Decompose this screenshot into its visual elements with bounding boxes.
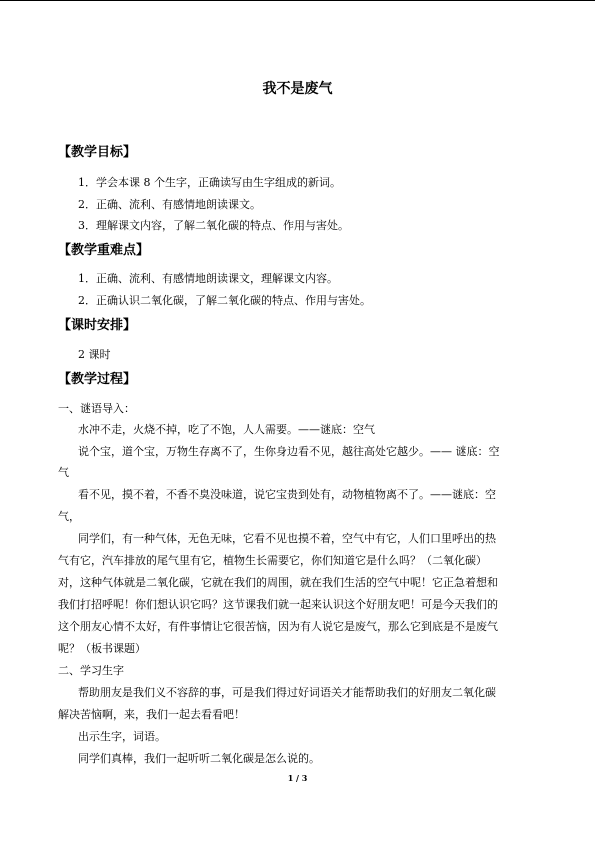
section-heading-goals: 【教学目标】	[58, 145, 137, 160]
page-number: 1 / 3	[287, 773, 308, 783]
section-heading-process: 【教学过程】	[58, 372, 137, 387]
goal-item-3: 3．理解课文内容，了解二氧化碳的特点、作用与害处。	[78, 219, 349, 232]
section-heading-key-points: 【教学重难点】	[58, 243, 150, 258]
header-rule	[0, 0, 595, 1]
riddle-3-line-1: 看不见，摸不着，不香不臭没味道，说它宝贵到处有，动物植物离不了。——谜底：空	[78, 488, 496, 501]
section-heading-schedule: 【课时安排】	[58, 318, 137, 333]
riddle-1: 水冲不走，火烧不掉，吃了不饱，人人需要。——谜底：空气	[78, 423, 375, 436]
intro-paragraph-line-5: 这个朋友心情不太好，有件事情让它很苦恼，因为有人说它是废气，那么它到底是不是废气	[58, 620, 498, 633]
key-point-item-1: 1．正确、流利、有感情地朗读课文，理解课文内容。	[78, 272, 338, 285]
intro-paragraph-line-2: 气有它，汽车排放的尾气里有它，植物生长需要它，你们知道它是什么吗？（二氧化碳）	[58, 554, 487, 567]
listen-line: 同学们真棒，我们一起听听二氧化碳是怎么说的。	[78, 752, 320, 765]
intro-paragraph-line-1: 同学们，有一种气体，无色无味，它看不见也摸不着，空气中有它，人们口里呼出的热	[78, 532, 496, 545]
show-characters-line: 出示生字，词语。	[78, 730, 166, 743]
page-title: 我不是废气	[262, 81, 333, 97]
goal-item-2: 2．正确、流利、有感情地朗读课文。	[78, 198, 261, 211]
riddle-2-line-1: 说个宝，道个宝，万物生存离不了，生你身边看不见，越往高处它越少。—— 谜底：空	[78, 445, 500, 458]
intro-paragraph-line-3: 对，这种气体就是二氧化碳，它就在我们的周围，就在我们生活的空气中呢！它正急着想和	[58, 576, 498, 589]
help-paragraph-line-2: 解决苦恼啊，来，我们一起去看看吧！	[58, 708, 245, 721]
key-point-item-2: 2．正确认识二氧化碳，了解二氧化碳的特点、作用与害处。	[78, 294, 371, 307]
help-paragraph-line-1: 帮助朋友是我们义不容辞的事，可是我们得过好词语关才能帮助我们的好朋友二氧化碳	[78, 686, 496, 699]
part2-heading: 二、学习生字	[58, 664, 124, 677]
riddle-3-line-2: 气，	[58, 510, 80, 523]
goal-item-1: 1．学会本课 8 个生字，正确读写由生字组成的新词。	[78, 176, 341, 189]
riddle-2-line-2: 气	[58, 466, 69, 479]
intro-paragraph-line-4: 我们打招呼呢！你们想认识它吗？这节课我们就一起来认识这个好朋友吧！可是今天我们的	[58, 598, 498, 611]
part1-heading: 一、谜语导入：	[58, 402, 135, 415]
intro-paragraph-line-6: 呢？（板书课题）	[58, 642, 146, 655]
schedule-text: 2 课时	[78, 348, 111, 361]
